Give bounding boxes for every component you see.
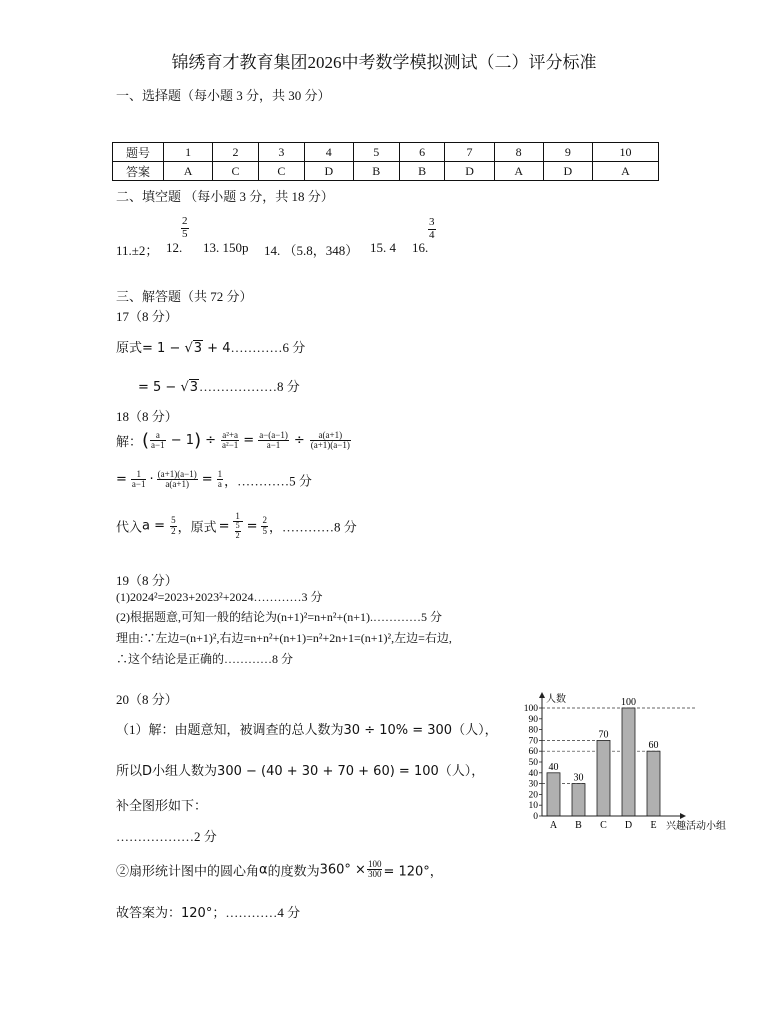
answer-q13: 13. 150p: [203, 240, 249, 255]
fraction-denominator: 5: [182, 227, 188, 240]
q20-line-4: ………………2 分: [116, 829, 217, 844]
q20-line-5: [116, 860, 443, 880]
fraction: [235, 522, 241, 540]
x-tick-label: E: [650, 820, 657, 831]
fraction-numerator: 2: [182, 215, 188, 227]
text: 的度数为: [267, 863, 320, 879]
y-tick-label: 70: [528, 736, 538, 747]
q18-line-1: [116, 430, 352, 451]
radicand: 3: [193, 341, 203, 356]
fraction-denominator: 2: [235, 530, 240, 540]
table-cell: 2: [213, 143, 259, 162]
fraction-numerator: a: [150, 431, 166, 441]
y-axis-label: 人数: [546, 694, 566, 705]
original-label: ，原式: [177, 519, 217, 535]
answer-q14: 14. （5.8，348）: [264, 243, 359, 258]
text: 故答案为：: [116, 905, 182, 920]
section-1-heading: 一、选择题（每小题 3 分，共 30 分）: [116, 88, 331, 103]
radicand: 3: [189, 380, 199, 395]
q20-line-3: 补全图形如下：: [116, 798, 208, 813]
answer-q12-label: 12.: [166, 240, 183, 255]
data-label: 60: [648, 740, 659, 752]
q18-score: ，…………5 分: [224, 473, 312, 489]
operator: =: [243, 433, 255, 448]
table-cell: 8: [494, 143, 543, 162]
table-cell: C: [213, 162, 259, 181]
text: 小组人数为: [152, 763, 218, 778]
q19-line-4: ∴这个结论是正确的…………8 分: [116, 652, 294, 666]
operator: =: [246, 518, 258, 534]
fraction: [217, 470, 224, 490]
data-label: 30: [573, 772, 584, 784]
text: （人），: [452, 722, 498, 737]
paren-close: ): [194, 430, 202, 451]
x-axis-label: 兴趣活动小组: [666, 821, 726, 832]
fraction: [170, 516, 177, 536]
q19-line-3: 理由:∵左边=(n+1)²,右边=n+n²+(n+1)=n²+2n+1=(n+1)²,左边=右边,: [116, 631, 452, 645]
bar-C: [597, 740, 610, 816]
solution-label: 解：: [116, 434, 143, 449]
table-cell: D: [445, 162, 494, 181]
q18-score: ，…………8 分: [268, 519, 357, 535]
text: ②扇形统计图中的圆心角: [116, 863, 260, 879]
data-label: 100: [621, 697, 636, 708]
answer-q11: 11.±2；: [116, 243, 159, 258]
answer-table: [112, 142, 659, 181]
table-header-label: 答案: [113, 162, 164, 181]
table-cell: D: [543, 162, 592, 181]
bar-E: [647, 751, 660, 816]
answer-q12-fraction: [181, 216, 189, 240]
y-axis-arrow-icon: [539, 692, 545, 698]
fraction-numerator: 100: [367, 859, 382, 869]
operator: =: [116, 472, 127, 488]
fraction-denominator: 4: [429, 228, 435, 241]
q17-line-2: [138, 376, 300, 395]
expr: D: [142, 764, 153, 779]
expr: − 1: [166, 433, 195, 448]
expr: 300 − (40 + 30 + 70 + 60) = 100: [217, 764, 439, 779]
y-tick-label: 100: [523, 704, 538, 714]
expr: 30 ÷ 10% = 300: [343, 723, 453, 738]
fraction: [131, 470, 147, 490]
fraction-denominator: a(a+1): [165, 479, 189, 490]
substitute-label: 代入: [116, 519, 143, 535]
table-cell: 5: [353, 143, 399, 162]
answer-q15: 15. 4: [370, 240, 396, 255]
q20-line-2: [116, 760, 484, 779]
fraction-denominator: 5: [262, 525, 267, 536]
fraction-denominator: [233, 522, 243, 540]
x-axis-arrow-icon: [680, 813, 686, 819]
fraction: [150, 431, 166, 451]
expr: a =: [142, 518, 170, 534]
table-cell: A: [164, 162, 213, 181]
y-tick-label: 30: [528, 779, 538, 790]
fraction: [221, 431, 239, 451]
fraction: [157, 470, 198, 490]
table-cell: 3: [258, 143, 304, 162]
q20-heading: 20（8 分）: [116, 692, 178, 707]
q17-expr: + 4: [203, 341, 231, 356]
y-tick-label: 10: [528, 801, 538, 812]
operator: =: [218, 518, 230, 534]
text: （1）解：由题意知，被调查的总人数为: [116, 722, 344, 737]
y-tick-label: 90: [528, 714, 538, 725]
fraction-denominator: a−1: [131, 479, 146, 490]
sqrt-sign: √: [184, 341, 193, 356]
q19-heading: 19（8 分）: [116, 573, 178, 588]
x-tick-label: C: [600, 820, 607, 831]
q19-line-1: (1)2024²=2023+2023²+2024…………3 分: [116, 590, 323, 604]
fraction: [261, 516, 268, 536]
bar-D: [622, 708, 635, 816]
fraction-denominator: a²−1: [222, 440, 239, 450]
q18-line-3: [116, 512, 357, 540]
fraction: [310, 431, 351, 451]
table-header-label: 题号: [113, 143, 164, 162]
table-cell: 9: [543, 143, 592, 162]
fraction: [367, 860, 383, 880]
table-cell: D: [304, 162, 353, 181]
y-tick-label: 50: [528, 758, 538, 768]
q19-line-2: (2)根据题意,可知一般的结论为(n+1)²=n+n²+(n+1).…………5 分: [116, 610, 443, 624]
text: （人），: [438, 763, 485, 778]
text: 所以: [116, 763, 143, 778]
compound-fraction: [233, 512, 243, 540]
expr: 360° ×: [319, 862, 366, 878]
sqrt-expression: [184, 341, 203, 356]
fraction-denominator: a−1: [266, 440, 281, 450]
q17-expr: = 5 −: [138, 380, 181, 395]
x-tick-label: B: [575, 820, 582, 831]
data-label: 70: [598, 729, 609, 741]
table-cell: 4: [304, 143, 353, 162]
table-cell: A: [592, 162, 658, 181]
answer-q16-label: 16.: [412, 240, 429, 255]
y-tick-label: 60: [528, 747, 538, 758]
table-cell: 7: [445, 143, 494, 162]
fraction-numerator: (a+1)(a−1): [157, 469, 197, 479]
operator: ÷: [293, 433, 305, 448]
page-title: 锦绣育才教育集团2026中考数学模拟测试（二）评分标准: [171, 53, 597, 72]
section-2-heading: 二、填空题 （每小题 3 分，共 18 分）: [116, 189, 334, 204]
y-tick-label: 40: [528, 768, 538, 779]
q17-score: …………6 分: [230, 340, 306, 355]
q18-line-2: [116, 470, 312, 490]
table-cell: B: [353, 162, 399, 181]
bar-chart: [510, 688, 740, 838]
y-tick-label: 20: [528, 790, 538, 801]
section-3-heading: 三、解答题（共 72 分）: [116, 289, 253, 304]
fraction-numerator: 1: [233, 512, 243, 522]
expr: 120°: [181, 906, 213, 921]
operator: ÷: [205, 433, 216, 448]
fraction-denominator: a: [217, 479, 222, 490]
fraction-numerator: 5: [235, 521, 240, 531]
q18-heading: 18（8 分）: [116, 409, 178, 424]
fraction-numerator: a(a+1): [310, 431, 351, 441]
q17-score: ………………8 分: [199, 379, 300, 394]
fraction-numerator: 5: [171, 515, 176, 526]
bar-A: [547, 773, 560, 816]
sqrt-sign: √: [180, 380, 189, 395]
q20-line-6: [116, 902, 300, 921]
y-tick-label: 0: [533, 812, 538, 822]
bar-B: [572, 784, 585, 816]
fraction-numerator: 3: [429, 216, 435, 228]
table-row-answers: [113, 162, 659, 181]
table-cell: B: [399, 162, 445, 181]
fraction-denominator: a−1: [151, 440, 165, 450]
fraction-numerator: 2: [262, 515, 267, 526]
table-row-numbers: [113, 143, 659, 162]
table-cell: 1: [164, 143, 213, 162]
operator: ·: [149, 472, 154, 488]
table-cell: C: [258, 162, 304, 181]
fraction-denominator: 300: [367, 869, 382, 880]
expr: = 120°，: [383, 864, 443, 880]
x-tick-label: A: [549, 820, 558, 831]
operator: =: [201, 472, 213, 488]
fraction-denominator: 2: [171, 525, 176, 536]
table-cell: 6: [399, 143, 445, 162]
fraction: [258, 431, 289, 451]
fraction-numerator: a−(a−1): [259, 429, 288, 440]
q17-expr: = 1 −: [142, 341, 185, 356]
fraction-numerator: 1: [217, 469, 223, 479]
table-cell: A: [494, 162, 543, 181]
answer-q16-fraction: [428, 217, 436, 241]
table-cell: 10: [592, 143, 658, 162]
q20-line-1: [116, 719, 498, 738]
x-tick-label: D: [624, 820, 633, 831]
sqrt-expression: [180, 380, 199, 395]
paren-open: (: [142, 430, 150, 451]
fraction-numerator: 1: [131, 470, 147, 480]
expr: α: [259, 862, 268, 878]
fraction-denominator: (a+1)(a−1): [310, 440, 350, 450]
q17-heading: 17（8 分）: [116, 309, 178, 324]
data-label: 40: [548, 761, 559, 773]
y-tick-label: 80: [528, 725, 538, 736]
q17-label: 原式: [116, 340, 143, 355]
text: ；…………4 分: [212, 905, 301, 920]
q17-line-1: [116, 337, 305, 356]
fraction-numerator: a²+a: [222, 429, 239, 440]
